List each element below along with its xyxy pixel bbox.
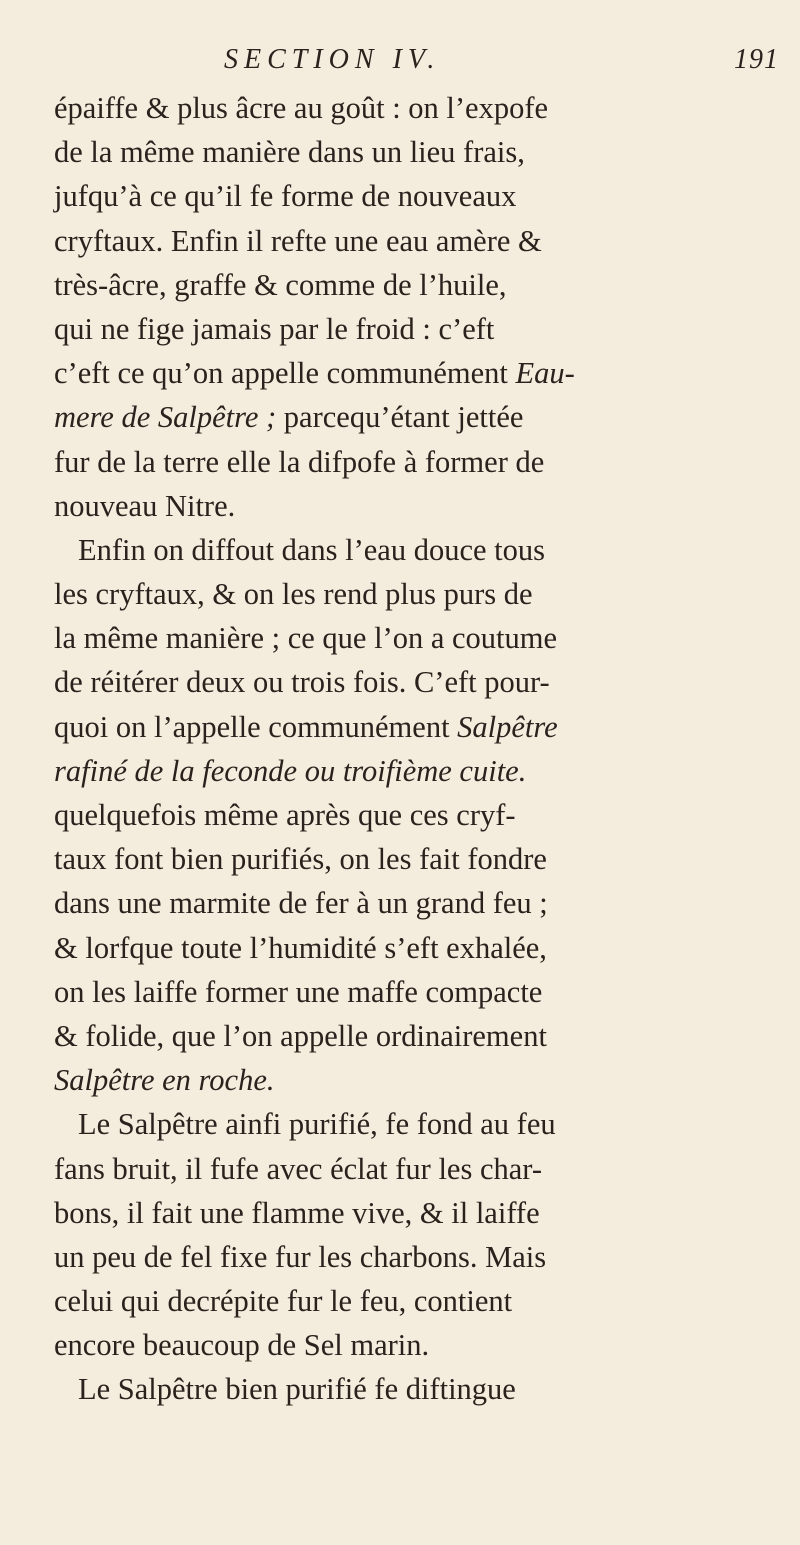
text-line bbox=[54, 86, 794, 130]
text-segment: bons, il fait une flamme vive, & il laiffe bbox=[54, 1195, 540, 1230]
text-segment: Le Salpêtre ainfi purifié, fe fond au feu bbox=[78, 1107, 556, 1142]
text-segment: fans bruit, il fufe avec éclat fur les char- bbox=[54, 1151, 542, 1186]
section-title: SECTION IV. bbox=[224, 44, 441, 75]
text-line bbox=[54, 528, 794, 572]
text-line bbox=[54, 484, 794, 528]
text-segment: un peu de fel fixe fur les charbons. Mais bbox=[54, 1239, 547, 1274]
text-line bbox=[54, 130, 794, 174]
text-line bbox=[54, 616, 794, 660]
text-line bbox=[54, 307, 794, 351]
text-line bbox=[54, 1058, 794, 1102]
text-line bbox=[54, 1014, 794, 1058]
text-segment: cryftaux. Enfin il refte une eau amère & bbox=[54, 223, 542, 258]
text-segment: épaiffe & plus âcre au goût : on l’expofe bbox=[54, 91, 549, 125]
text-line bbox=[54, 440, 794, 484]
text-line bbox=[54, 660, 794, 704]
italic-text: rafiné de la feconde ou troifième cuite. bbox=[54, 753, 527, 788]
text-segment: la même manière ; ce que l’on a coutume bbox=[54, 621, 558, 656]
text-line bbox=[54, 926, 794, 970]
text-line bbox=[54, 395, 794, 439]
text-line bbox=[54, 1102, 794, 1146]
text-line bbox=[54, 219, 794, 263]
italic-text: Salpêtre bbox=[457, 709, 558, 744]
text-segment: & folide, que l’on appelle ordinairement bbox=[54, 1018, 547, 1053]
text-segment: très-âcre, graffe & comme de l’huile, bbox=[54, 267, 507, 302]
text-line bbox=[54, 1191, 794, 1235]
text-segment: de la même manière dans un lieu frais, bbox=[54, 135, 525, 170]
text-segment: jufqu’à ce qu’il fe forme de nouveaux bbox=[54, 179, 517, 214]
body-text bbox=[54, 86, 794, 1412]
text-segment: les cryftaux, & on les rend plus purs de bbox=[54, 577, 533, 612]
running-head bbox=[224, 44, 779, 76]
text-segment: quelquefois même après que ces cryf- bbox=[54, 798, 516, 832]
text-line bbox=[54, 1323, 794, 1367]
text-segment: quoi on l’appelle communément bbox=[54, 709, 458, 744]
text-line bbox=[54, 749, 794, 793]
text-segment: encore beaucoup de Sel marin. bbox=[54, 1328, 430, 1363]
text-line bbox=[54, 351, 794, 395]
text-segment: celui qui decrépite fur le feu, contient bbox=[54, 1284, 513, 1319]
text-line bbox=[54, 174, 794, 218]
text-line bbox=[54, 881, 794, 925]
text-segment: on les laiffe former une maffe compacte bbox=[54, 974, 543, 1009]
text-segment: c’eft ce qu’on appelle communément bbox=[54, 356, 516, 391]
text-segment: Le Salpêtre bien purifié fe diftingue bbox=[78, 1372, 516, 1407]
italic-text: Eau- bbox=[515, 356, 575, 391]
text-segment: parcequ’étant jettée bbox=[276, 400, 524, 435]
text-line bbox=[54, 1367, 794, 1411]
text-segment: Enfin on diffout dans l’eau douce tous bbox=[78, 532, 546, 567]
text-segment: qui ne fige jamais par le froid : c’eft bbox=[54, 311, 495, 346]
text-segment: fur de la terre elle la difpofe à former de bbox=[54, 444, 545, 479]
text-segment: taux font bien purifiés, on les fait fondre bbox=[54, 842, 547, 877]
page-number: 191 bbox=[734, 44, 779, 75]
text-segment: de réitérer deux ou trois fois. C’eft pour- bbox=[54, 665, 550, 700]
text-line bbox=[54, 837, 794, 881]
text-segment: & lorfque toute l’humidité s’eft exhalée, bbox=[54, 930, 547, 965]
text-line bbox=[54, 793, 794, 837]
text-line bbox=[54, 1147, 794, 1191]
text-line bbox=[54, 1279, 794, 1323]
text-line bbox=[54, 1235, 794, 1279]
text-segment: dans une marmite de fer à un grand feu ; bbox=[54, 886, 548, 921]
italic-text: mere de Salpêtre ; bbox=[54, 400, 277, 435]
italic-text: Salpêtre en roche. bbox=[54, 1063, 275, 1098]
text-line bbox=[54, 970, 794, 1014]
text-segment: nouveau Nitre. bbox=[54, 488, 236, 523]
text-line bbox=[54, 263, 794, 307]
text-line bbox=[54, 572, 794, 616]
text-line bbox=[54, 705, 794, 749]
